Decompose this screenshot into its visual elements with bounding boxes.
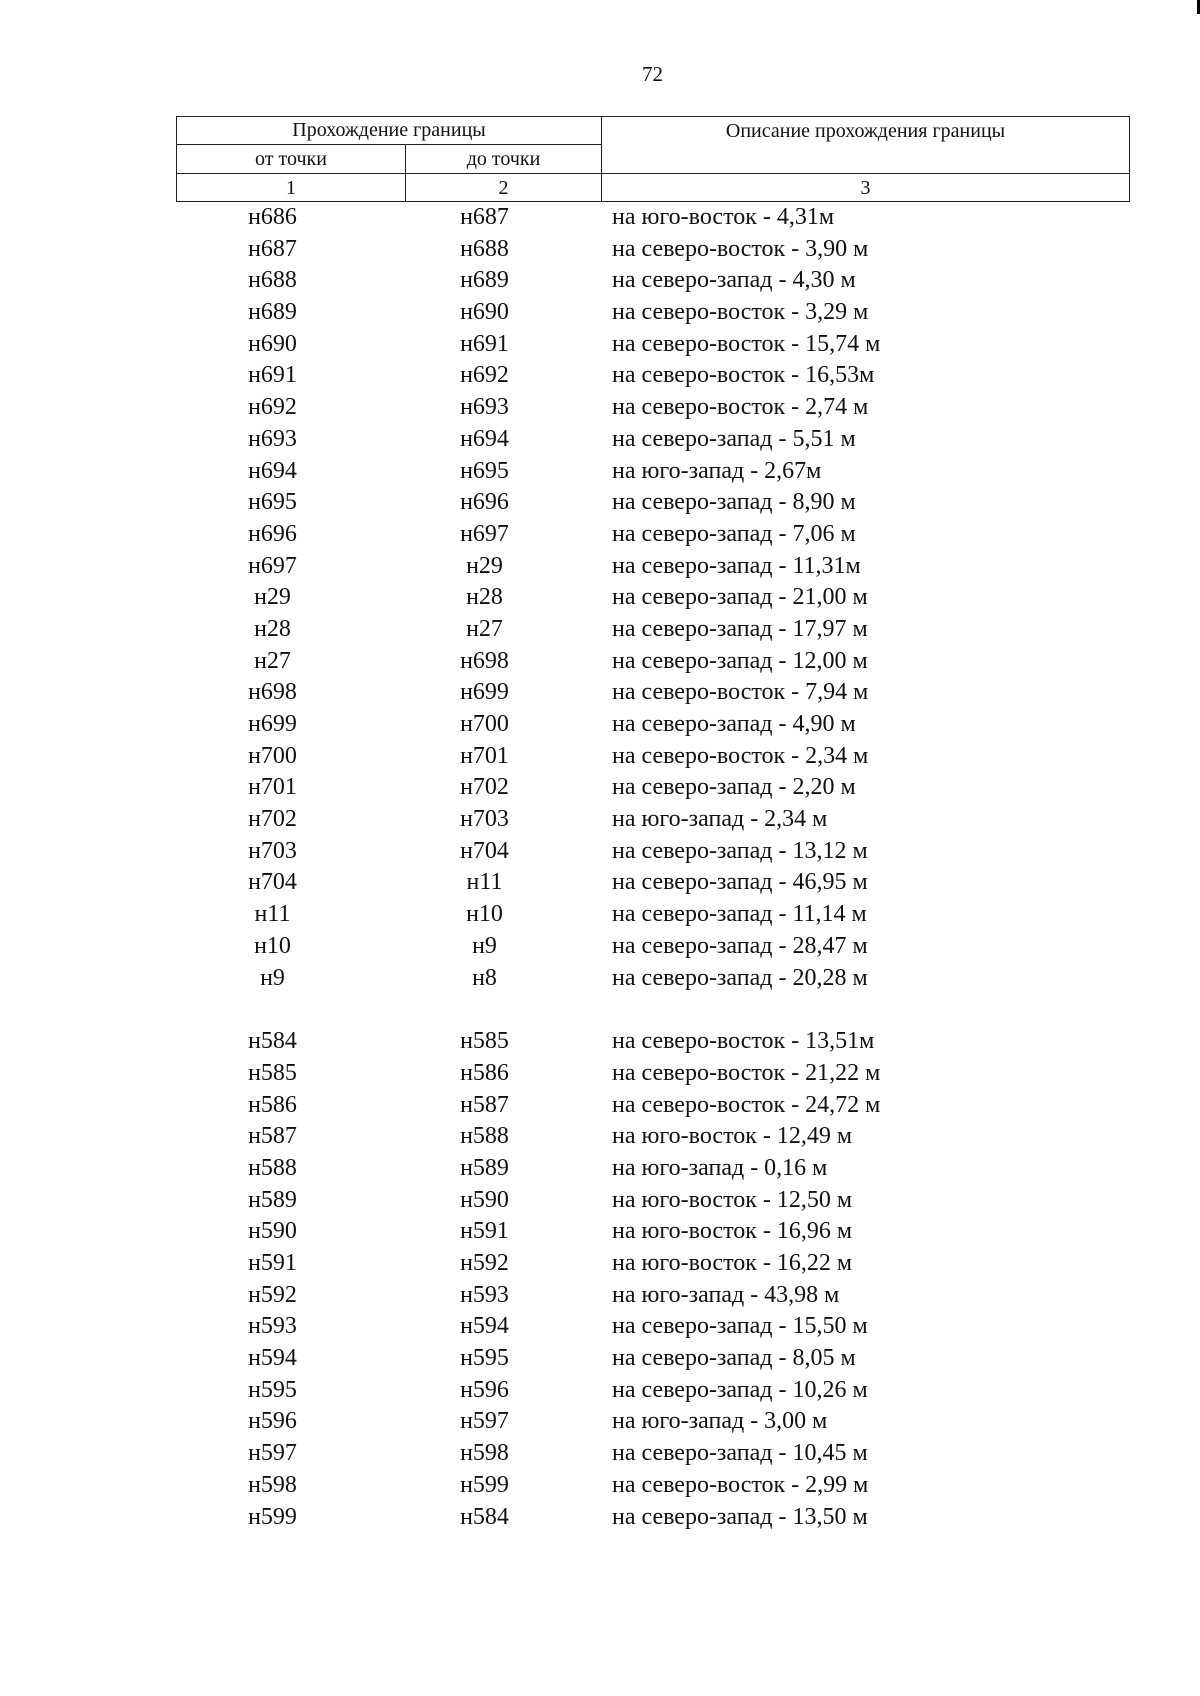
description-cell: на юго-запад - 0,16 м [612,1154,828,1181]
to-point-cell: н10 [466,901,503,928]
description-cell: на северо-запад - 13,50 м [612,1503,868,1530]
description-cell: на юго-восток - 16,96 м [612,1218,853,1245]
description-cell: на северо-запад - 4,30 м [612,267,856,294]
description-cell: на северо-запад - 11,31м [612,552,861,579]
from-point-cell: н9 [260,964,285,991]
from-point-cell: н689 [248,299,297,326]
to-point-cell: н693 [460,394,509,421]
from-point-cell: н590 [248,1218,297,1245]
description-cell: на юго-восток - 4,31м [612,204,835,230]
from-point-cell: н687 [248,235,297,262]
from-point-cell: н595 [248,1376,297,1403]
description-cell: на северо-восток - 2,99 м [612,1471,869,1498]
description-cell: на юго-запад - 3,00 м [612,1408,828,1435]
to-point-cell: н696 [460,489,509,516]
to-point-cell: н698 [460,647,509,674]
to-point-cell: н694 [460,425,509,452]
to-point-cell: н597 [460,1408,509,1435]
description-cell: на северо-запад - 20,28 м [612,964,868,991]
description-cell: на северо-восток - 3,29 м [612,299,869,326]
from-point-cell: н27 [254,647,291,674]
page-number: 72 [642,62,663,86]
table-row [0,234,1200,266]
from-point-cell: н586 [248,1091,297,1118]
to-point-cell: н589 [460,1154,509,1181]
to-point-cell: н27 [466,615,503,642]
table-row [0,646,1200,678]
to-point-cell: н699 [460,679,509,706]
description-cell: на северо-запад - 17,97 м [612,615,868,642]
description-cell: на северо-запад - 8,90 м [612,489,856,516]
table-row [0,1311,1200,1343]
description-cell: на северо-восток - 7,94 м [612,679,869,706]
table-row [0,392,1200,424]
description-cell: на северо-запад - 11,14 м [612,901,867,928]
description-cell: на юго-восток - 12,50 м [612,1186,853,1213]
description-cell: на юго-восток - 16,22 м [612,1250,853,1276]
description-cell: на северо-восток - 24,72 м [612,1091,881,1118]
to-point-cell: н697 [460,520,509,547]
header-to-point: до точки [406,144,602,173]
to-point-cell: н688 [460,235,509,262]
from-point-cell: н699 [248,711,297,737]
to-point-cell: н701 [460,742,509,769]
header-passage: Прохождение границы [177,117,602,145]
from-point-cell: н587 [248,1123,297,1150]
to-point-cell: н691 [460,330,509,357]
to-point-cell: н704 [460,837,509,864]
table-row [0,297,1200,329]
table-row [0,582,1200,614]
from-point-cell: н700 [248,742,297,769]
description-cell: на северо-запад - 7,06 м [612,520,856,547]
to-point-cell: н687 [460,204,509,230]
table-row [0,1058,1200,1090]
from-point-cell: н588 [248,1154,297,1181]
from-point-cell: н686 [248,204,297,230]
description-cell: на северо-запад - 10,26 м [612,1376,868,1403]
table-row [0,1375,1200,1407]
from-point-cell: н691 [248,362,297,389]
from-point-cell: н599 [248,1503,297,1530]
description-cell: на северо-запад - 4,90 м [612,711,856,737]
to-point-cell: н596 [460,1376,509,1403]
header-col-3: 3 [602,174,1130,202]
description-cell: на северо-запад - 5,51 м [612,425,856,452]
description-cell: на юго-запад - 43,98 м [612,1281,840,1308]
from-point-cell: н584 [248,1028,297,1055]
to-point-cell: н692 [460,362,509,389]
table-row [0,202,1200,234]
description-cell: на северо-восток - 16,53м [612,362,875,389]
table-row [0,709,1200,741]
to-point-cell: н587 [460,1091,509,1118]
header-table [176,116,1130,202]
to-point-cell: н703 [460,806,509,833]
header-col-1: 1 [177,174,406,202]
table-row [0,804,1200,836]
from-point-cell: н696 [248,520,297,547]
description-cell: на северо-восток - 2,34 м [612,742,869,769]
to-point-cell: н700 [460,711,509,737]
to-point-cell: н28 [466,584,503,611]
table-row [0,1248,1200,1280]
table-row [0,1121,1200,1153]
to-point-cell: н595 [460,1345,509,1372]
from-point-cell: н10 [254,932,291,959]
table-row [0,867,1200,899]
to-point-cell: н599 [460,1471,509,1498]
to-point-cell: н702 [460,774,509,801]
table-row [0,265,1200,297]
to-point-cell: н11 [466,869,503,896]
table-row [0,836,1200,868]
table-row [0,1438,1200,1470]
description-cell: на северо-запад - 46,95 м [612,869,868,896]
row-gap [0,994,1200,1026]
to-point-cell: н695 [460,457,509,484]
table-row [0,1216,1200,1248]
from-point-cell: н592 [248,1281,297,1308]
to-point-cell: н591 [460,1218,509,1245]
table-row [0,963,1200,995]
table-row [0,677,1200,709]
header-from-point: от точки [177,144,406,173]
table-row [0,1343,1200,1375]
to-point-cell: н29 [466,552,503,579]
to-point-cell: н585 [460,1028,509,1055]
from-point-cell: н28 [254,615,291,642]
table-row [0,329,1200,361]
from-point-cell: н690 [248,330,297,357]
description-cell: на северо-запад - 28,47 м [612,932,868,959]
description-cell: на северо-запад - 15,50 м [612,1313,868,1340]
table-row [0,1090,1200,1122]
to-point-cell: н594 [460,1313,509,1340]
from-point-cell: н589 [248,1186,297,1213]
from-point-cell: н704 [248,869,297,896]
description-cell: на северо-запад - 12,00 м [612,647,868,674]
from-point-cell: н594 [248,1345,297,1372]
to-point-cell: н584 [460,1503,509,1530]
to-point-cell: н590 [460,1186,509,1213]
from-point-cell: н11 [254,901,291,928]
from-point-cell: н703 [248,837,297,864]
description-cell: на северо-запад - 21,00 м [612,584,868,611]
table-row [0,1153,1200,1185]
description-cell: на северо-восток - 13,51м [612,1028,875,1055]
from-point-cell: н698 [248,679,297,706]
from-point-cell: н694 [248,457,297,484]
table-row [0,551,1200,583]
to-point-cell: н598 [460,1440,509,1467]
description-cell: на северо-запад - 8,05 м [612,1345,856,1372]
description-cell: на северо-восток - 21,22 м [612,1059,881,1086]
from-point-cell: н697 [248,552,297,579]
to-point-cell: н689 [460,267,509,294]
table-row [0,741,1200,773]
to-point-cell: н593 [460,1281,509,1308]
table-row [0,360,1200,392]
table-row [0,899,1200,931]
to-point-cell: н588 [460,1123,509,1150]
description-cell: на северо-запад - 10,45 м [612,1440,868,1467]
to-point-cell: н586 [460,1059,509,1086]
description-cell: на северо-восток - 2,74 м [612,394,869,421]
from-point-cell: н695 [248,489,297,516]
to-point-cell: н8 [472,964,497,991]
header-description: Описание прохождения границы [602,117,1130,174]
from-point-cell: н29 [254,584,291,611]
table-row [0,1406,1200,1438]
description-cell: на северо-восток - 15,74 м [612,330,881,357]
from-point-cell: н598 [248,1471,297,1498]
header-col-2: 2 [406,174,602,202]
from-point-cell: н702 [248,806,297,833]
from-point-cell: н688 [248,267,297,294]
description-cell: на юго-запад - 2,34 м [612,806,828,833]
from-point-cell: н693 [248,425,297,452]
table-row [0,772,1200,804]
table-row [0,1502,1200,1534]
table-row [0,424,1200,456]
table-row [0,1470,1200,1502]
description-cell: на северо-запад - 2,20 м [612,774,856,801]
from-point-cell: н593 [248,1313,297,1340]
from-point-cell: н591 [248,1250,297,1276]
table-row [0,1280,1200,1312]
description-cell: на северо-восток - 3,90 м [612,235,869,262]
from-point-cell: н585 [248,1059,297,1086]
table-row [0,456,1200,488]
boundary-rows [0,202,1200,1533]
from-point-cell: н692 [248,394,297,421]
table-row [0,1185,1200,1217]
description-cell: на северо-запад - 13,12 м [612,837,868,864]
table-row [0,519,1200,551]
table-row [0,931,1200,963]
to-point-cell: н9 [472,932,497,959]
table-row [0,487,1200,519]
from-point-cell: н597 [248,1440,297,1467]
table-row [0,614,1200,646]
to-point-cell: н690 [460,299,509,326]
table-row [0,1026,1200,1058]
from-point-cell: н596 [248,1408,297,1435]
from-point-cell: н701 [248,774,297,801]
to-point-cell: н592 [460,1250,509,1276]
description-cell: на юго-запад - 2,67м [612,457,822,484]
description-cell: на юго-восток - 12,49 м [612,1123,853,1150]
